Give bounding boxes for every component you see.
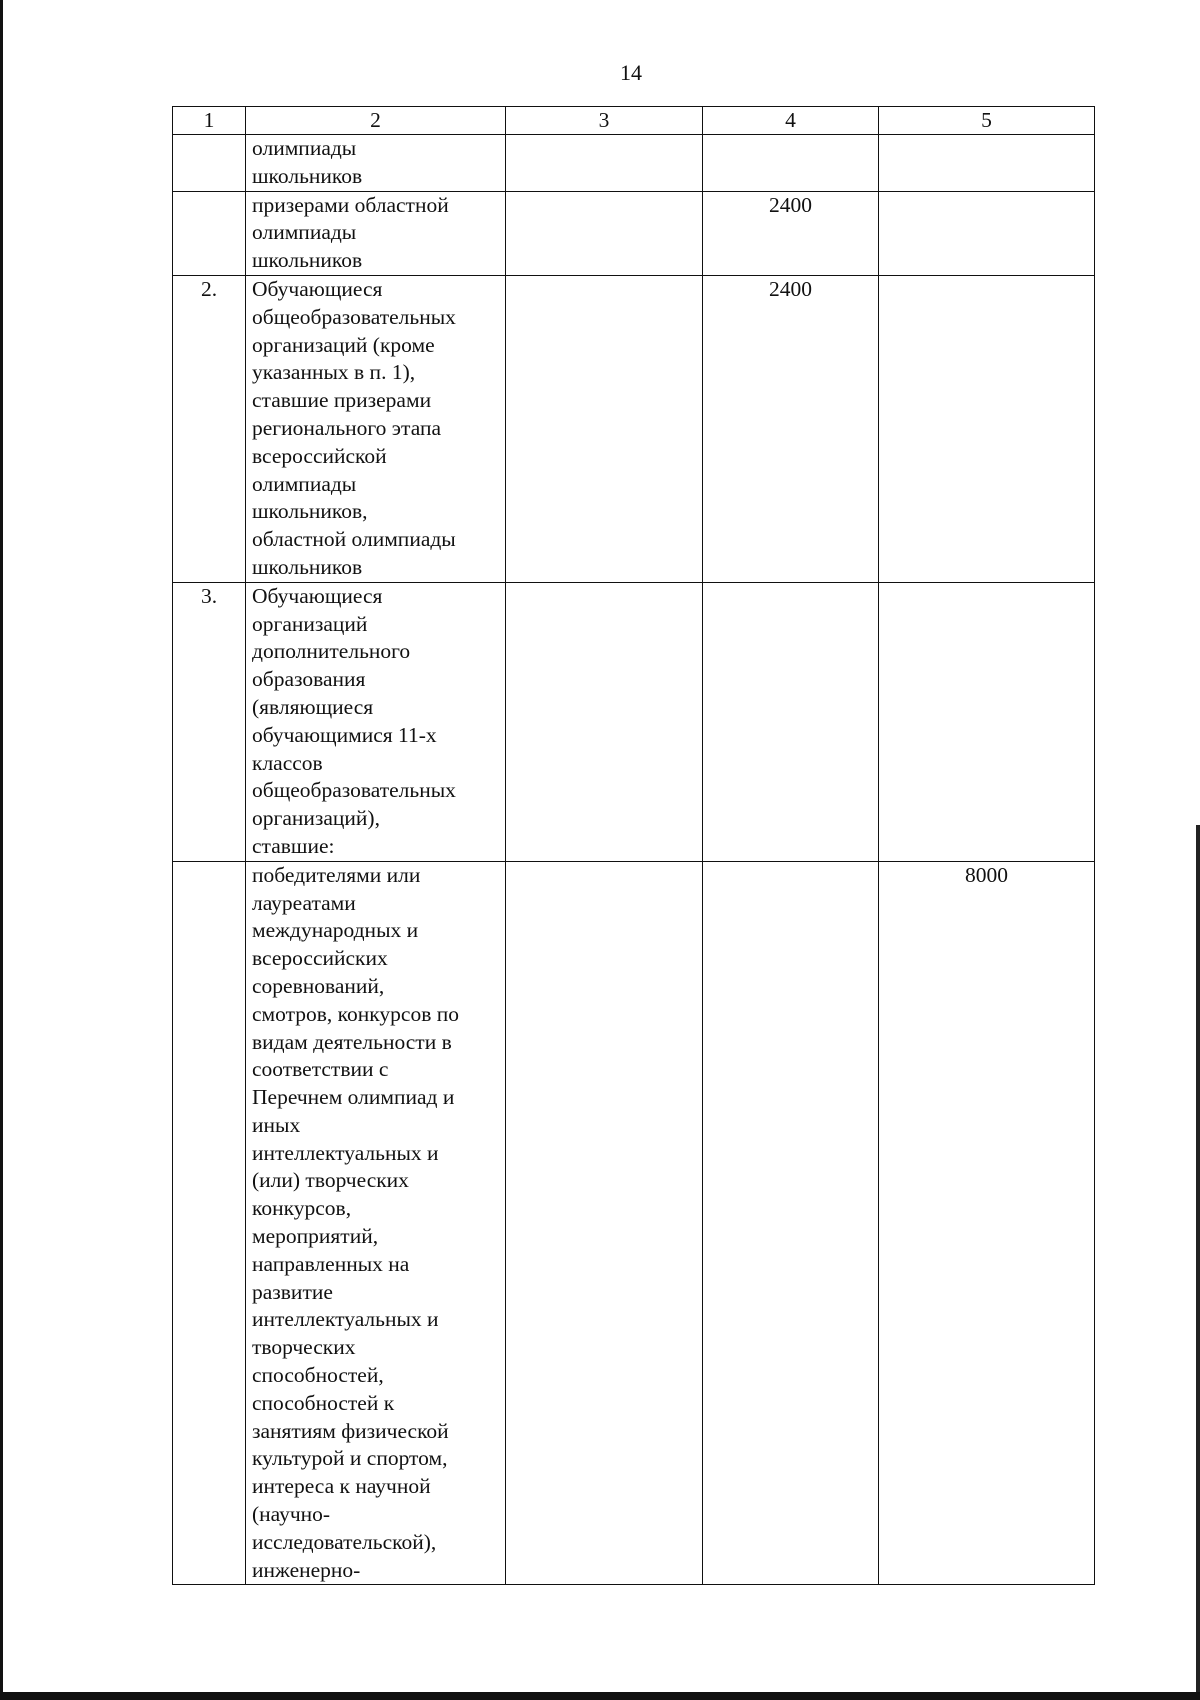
row-description: Обучающиеся организаций дополнительного образования (являющиеся обучающимися 11-х классов общеобразовательных организаций), ставшие: <box>246 582 506 861</box>
row-number <box>173 135 246 192</box>
column-header-1: 1 <box>173 107 246 135</box>
document-table <box>172 106 1095 1585</box>
row-col5 <box>879 582 1095 861</box>
row-col4: 2400 <box>703 191 879 275</box>
row-col4 <box>703 135 879 192</box>
table-row <box>173 135 1095 192</box>
row-col3 <box>506 135 703 192</box>
row-col3 <box>506 582 703 861</box>
row-description: призерами областной олимпиады школьников <box>246 191 506 275</box>
row-description: олимпиады школьников <box>246 135 506 192</box>
row-col5: 8000 <box>879 861 1095 1585</box>
row-col4 <box>703 861 879 1585</box>
row-col5 <box>879 135 1095 192</box>
column-header-2: 2 <box>246 107 506 135</box>
column-header-5: 5 <box>879 107 1095 135</box>
table-row <box>173 861 1095 1585</box>
scan-edge-bottom <box>0 1692 1200 1700</box>
row-col5 <box>879 275 1095 582</box>
scan-edge-right <box>1196 825 1200 1700</box>
table-header-row <box>173 107 1095 135</box>
row-number <box>173 861 246 1585</box>
row-col3 <box>506 275 703 582</box>
row-col3 <box>506 861 703 1585</box>
row-description: Обучающиеся общеобразовательных организаций (кроме указанных в п. 1), ставшие призерами регионального этапа всероссийской олимпиады школьников, областной олимпиады школьников <box>246 275 506 582</box>
row-number: 2. <box>173 275 246 582</box>
table-row <box>173 582 1095 861</box>
row-col4 <box>703 582 879 861</box>
row-col3 <box>506 191 703 275</box>
row-number: 3. <box>173 582 246 861</box>
row-description: победителями или лауреатами международных и всероссийских соревнований, смотров, конкурсов по видам деятельности в соответствии с Перечнем олимпиад и иных интеллектуальных и (или) творческих конкурсов, мероприятий, направленных на развитие интеллектуальных и творческих способностей, способностей к занятиям физической культурой и спортом, интереса к научной (научно- исследовательской), инженерно- <box>246 861 506 1585</box>
column-header-3: 3 <box>506 107 703 135</box>
scan-edge-left <box>0 0 3 1700</box>
row-col4: 2400 <box>703 275 879 582</box>
column-header-4: 4 <box>703 107 879 135</box>
page-number: 14 <box>620 60 642 85</box>
table-row <box>173 191 1095 275</box>
table-row <box>173 275 1095 582</box>
row-col5 <box>879 191 1095 275</box>
row-number <box>173 191 246 275</box>
